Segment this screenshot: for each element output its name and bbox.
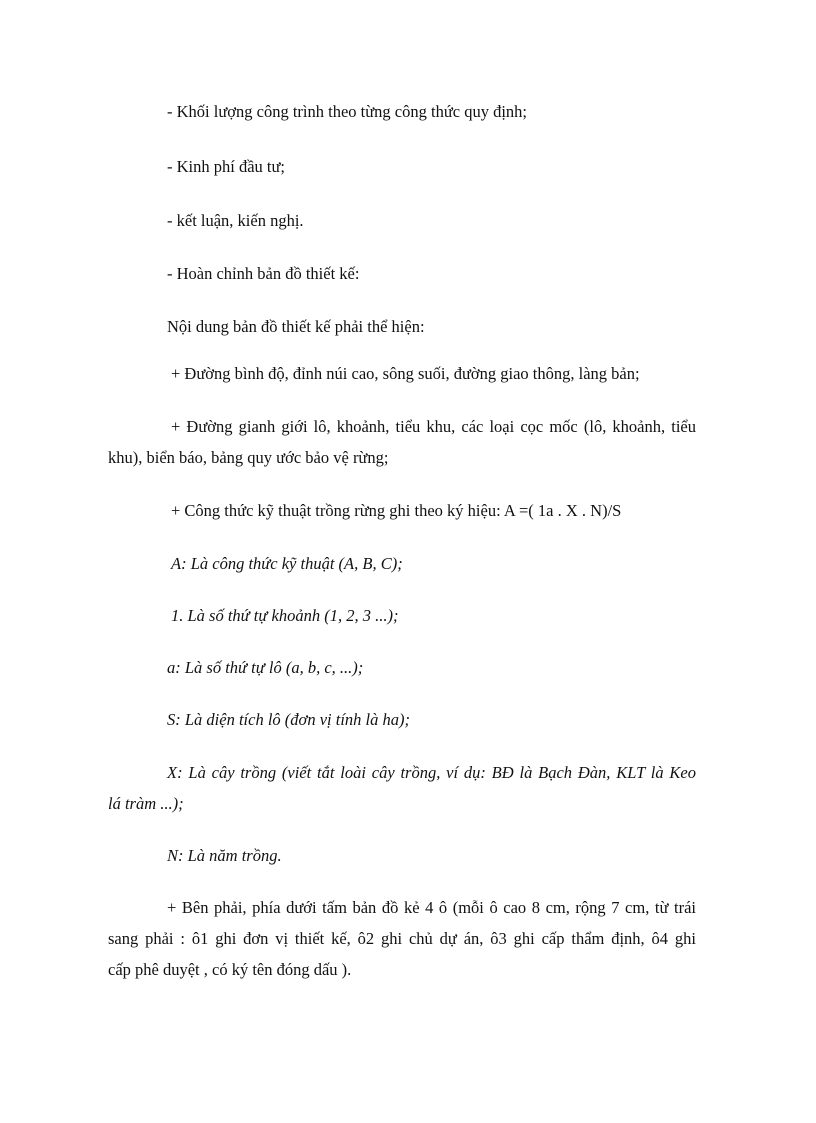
legend-a: A: Là công thức kỹ thuật (A, B, C);	[171, 554, 403, 573]
legend-x-line2: lá tràm ...);	[108, 794, 184, 813]
list-item-workload: - Khối lượng công trình theo từng công thức quy định;	[167, 102, 528, 121]
map-item-boxes-line2: sang phải : ô1 ghi đơn vị thiết kế, ô2 ghi chủ dự án, ô3 ghi cấp thẩm định, ô4 ghi	[108, 929, 696, 948]
legend-x-line1: X: Là cây trồng (viết tắt loài cây trồng, ví dụ: BĐ là Bạch Đàn, KLT là Keo	[167, 763, 696, 782]
legend-s: S: Là diện tích lô (đơn vị tính là ha);	[167, 710, 410, 729]
map-item-boxes-line3: cấp phê duyệt , có ký tên đóng dấu ).	[108, 960, 352, 979]
legend-n: N: Là năm trồng.	[167, 846, 282, 865]
map-content-heading: Nội dung bản đồ thiết kế phải thể hiện:	[167, 317, 425, 336]
legend-lot: a: Là số thứ tự lô (a, b, c, ...);	[167, 658, 364, 677]
map-item-contours: + Đường bình độ, đỉnh núi cao, sông suối, đường giao thông, làng bản;	[171, 364, 640, 383]
list-item-conclusion: - kết luận, kiến nghị.	[167, 211, 304, 230]
map-item-boundaries-line1: + Đường gianh giới lô, khoảnh, tiểu khu, các loại cọc mốc (lô, khoảnh, tiểu	[171, 417, 696, 436]
map-item-boundaries-line2: khu), biển báo, bảng quy ước bảo vệ rừng;	[108, 448, 389, 467]
legend-1: 1. Là số thứ tự khoảnh (1, 2, 3 ...);	[171, 606, 399, 625]
map-item-boxes-line1: + Bên phải, phía dưới tấm bản đồ kẻ 4 ô (mỗi ô cao 8 cm, rộng 7 cm, từ trái	[167, 898, 696, 917]
list-item-funding: - Kinh phí đầu tư;	[167, 157, 286, 176]
map-item-formula: + Công thức kỹ thuật trồng rừng ghi theo ký hiệu: A =( 1a . X . N)/S	[171, 501, 622, 520]
list-item-complete-map: - Hoàn chỉnh bản đồ thiết kế:	[167, 264, 360, 283]
